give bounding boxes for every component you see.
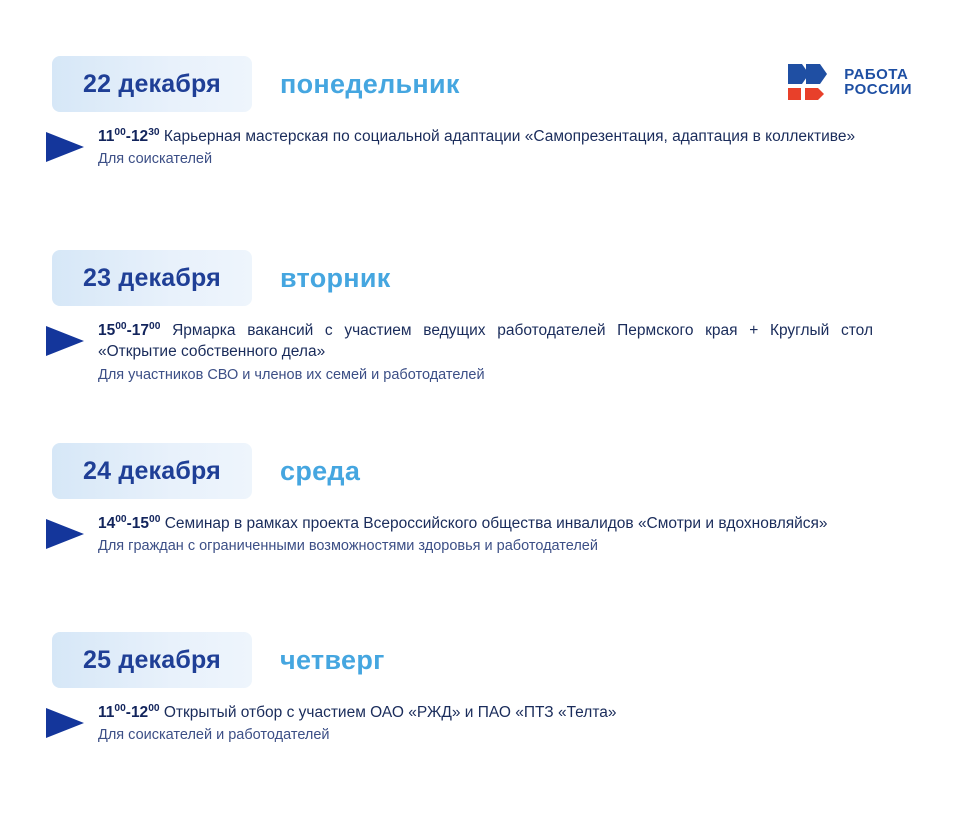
event-audience: Для граждан с ограниченными возможностями здоровья и работодателей: [98, 538, 598, 555]
event-title-line: [98, 126, 855, 147]
event-time: $11^{00}-12^{00}$: [98, 702, 160, 721]
event-audience: Для соискателей и работодателей: [98, 727, 330, 744]
day-header: [52, 250, 960, 306]
event-title: Семинар в рамках проекта Всероссийского общества инвалидов «Смотри и вдохновляйся»: [164, 515, 828, 532]
day-block: [0, 443, 960, 571]
event-time: $15^{00}-17^{00}$: [98, 320, 161, 339]
event-audience: Для участников СВО и членов их семей и работодателей: [98, 366, 485, 383]
day-header: [52, 443, 960, 499]
triangle-arrow-icon: [44, 517, 86, 551]
day-header: [52, 632, 960, 688]
event-list: [44, 320, 960, 399]
event-title: Карьерная мастерская по социальной адаптации «Самопрезентация, адаптация в коллективе»: [163, 128, 856, 145]
triangle-arrow-icon: [44, 706, 86, 740]
event-list: [44, 702, 960, 760]
day-header: [52, 56, 960, 112]
logo-line-1: РАБОТА: [844, 65, 909, 83]
date-badge: 22 декабря: [52, 56, 252, 112]
day-block: [0, 56, 960, 184]
weekday-label: четверг: [280, 644, 385, 675]
event-title-line: [98, 320, 873, 363]
date-badge: 23 декабря: [52, 250, 252, 306]
weekday-label: вторник: [280, 262, 391, 293]
event-title: Ярмарка вакансий с участием ведущих работодателей Пермского края + Круглый стол «Открытие собственного дела»: [98, 322, 873, 361]
event-item: [98, 320, 873, 399]
event-list: [44, 126, 960, 184]
date-badge: 24 декабря: [52, 443, 252, 499]
triangle-arrow-icon: [44, 130, 86, 164]
logo-line-2: РОССИИ: [844, 81, 912, 98]
weekday-label: понедельник: [280, 68, 460, 99]
event-list: [44, 513, 960, 571]
event-audience: Для соискателей: [98, 151, 213, 168]
event-title-line: [98, 702, 617, 723]
event-item: [98, 702, 617, 760]
event-time: $11^{00}-12^{30}$: [98, 126, 160, 145]
event-item: [98, 513, 828, 571]
day-block: [0, 632, 960, 760]
event-title: Открытый отбор с участием ОАО «РЖД» и ПАО «ПТЗ «Телта»: [163, 704, 617, 721]
date-badge: 25 декабря: [52, 632, 252, 688]
event-time: $14^{00}-15^{00}$: [98, 513, 161, 532]
triangle-arrow-icon: [44, 324, 86, 358]
weekday-label: среда: [280, 455, 361, 486]
day-block: [0, 250, 960, 399]
event-title-line: [98, 513, 828, 534]
event-item: [98, 126, 855, 184]
